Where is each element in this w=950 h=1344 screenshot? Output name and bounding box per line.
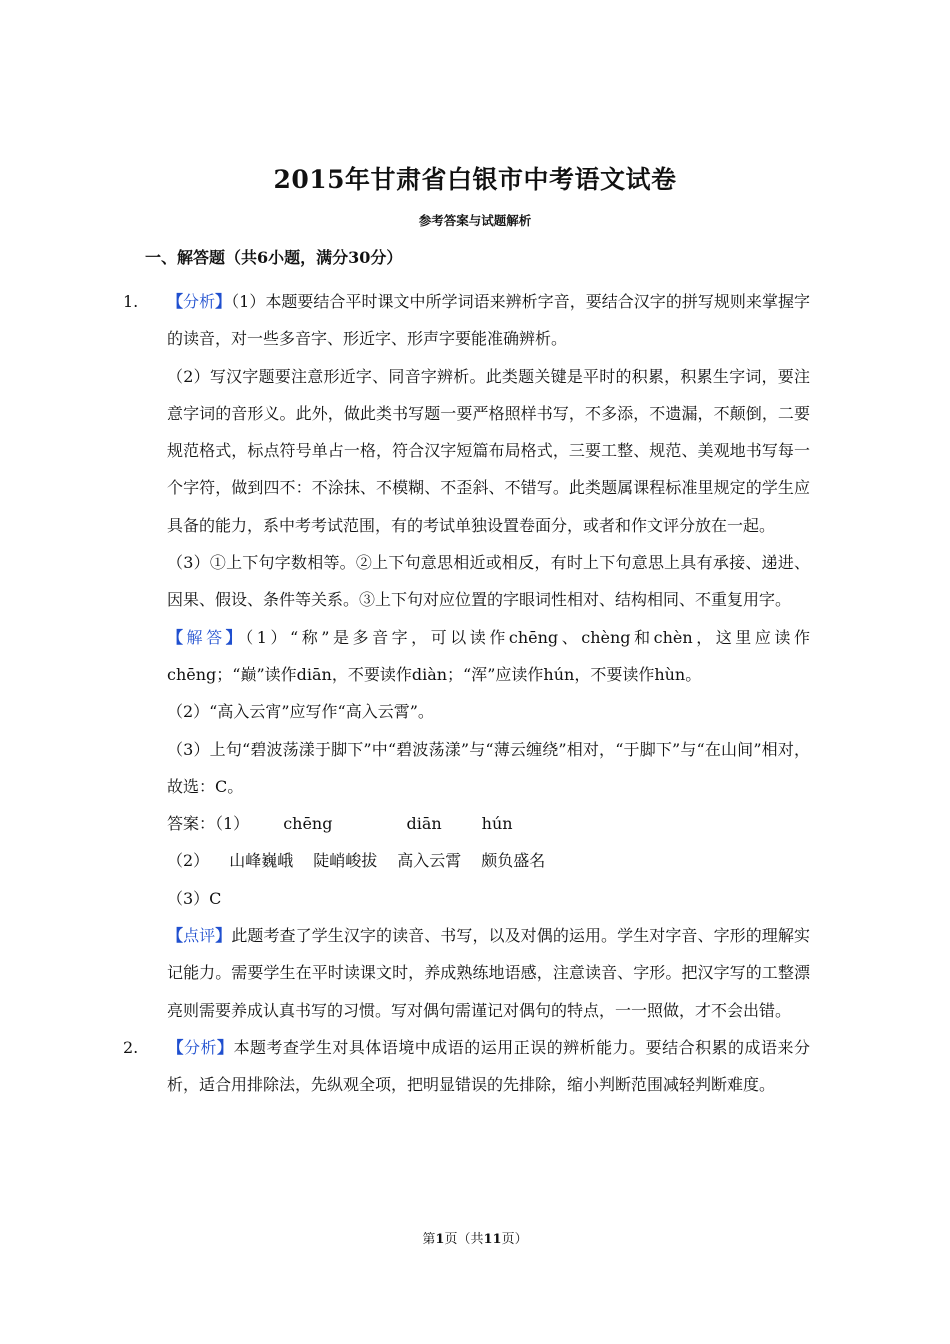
q1-tag-solution: 解答 (186, 627, 226, 647)
q1-comment-text: 此题考查了学生汉字的读音、书写，以及对偶的运用。学生对字音、字形的理解实记能力。需要学生在平时读课文时，养成熟练地语感，注意读音、字形。把汉字写的工整漂亮则需要养成认真书写的习惯。写对偶句需谨记对偶句的特点，一一照做，才不会出错。 (167, 926, 810, 1020)
q1-answer-label: 答案：（1） chēng (167, 814, 333, 834)
q1-answer-line-3: （3）C (167, 888, 222, 908)
q1-solution-text-1: （1）“称”是多音字，可以读作chēng、chèng和chèn，这里应读作chēng；“巅”读作diān，不要读作diàn；“浑”应读作hún，不要读作hùn。 (167, 627, 810, 684)
q1-answer-line-2: （2） 山峰巍峨 陡峭峻拔 高入云霄 颇负盛名 (167, 851, 546, 871)
q1-solution-p1: 【解答】（1）“称”是多音字，可以读作chēng、chèng和chèn，这里应读作chēng；“巅”读作diān，不要读作diàn；“浑”应读作hún，不要读作hùn。 (167, 627, 810, 684)
page-footer: 第1页（共11页） (422, 1232, 528, 1247)
q1-analysis-p3: （3）①上下句字数相等。②上下句意思相近或相反，有时上下句意思上具有承接、递进、因果、假设、条件等关系。③上下句对应位置的字眼词性相对、结构相同、不重复用字。 (167, 553, 810, 610)
page-title: 2015年甘肃省白银市中考语文试卷 (273, 165, 677, 194)
q1-answer-word-3: 高入云霄 (397, 851, 462, 871)
q1-analysis-p1: 1. 【分析】（1）本题要结合平时课文中所学词语来辨析字音，要结合汉字的拼写规则来掌握字的读音，对一些多音字、形近字、形声字要能准确辨析。 (145, 283, 810, 358)
q2-analysis-text: 本题考查学生对具体语境中成语的运用正误的辨析能力。要结合积累的成语来分析，适合用排除法，先纵观全项，把明显错误的先排除，缩小判断范围减轻判断难度。 (167, 1037, 810, 1095)
q2-tag-analysis: 分析 (183, 1037, 217, 1057)
q2-number: 2. (123, 1037, 139, 1057)
q1-answer-word-1: 山峰巍峨 (229, 851, 294, 871)
q1-answer-word-2: 陡峭峻拔 (313, 851, 378, 871)
footer-total-pages: 11 (483, 1232, 502, 1247)
answer-body (123, 283, 810, 1104)
q1-answer-pinyin-2: diān (406, 814, 442, 834)
footer-page-number: 1 (435, 1232, 445, 1247)
q1-comment: 【点评】此题考查了学生汉字的读音、书写，以及对偶的运用。学生对字音、字形的理解实记能力。需要学生在平时读课文时，养成熟练地语感，注意读音、字形。把汉字写的工整漂亮则需要养成认真书写的习惯。写对偶句需谨记对偶句的特点，一一照做，才不会出错。 (167, 926, 810, 1020)
section-heading: 一、解答题（共6小题，满分30分） (145, 248, 403, 267)
q2-analysis: 2. 【分析】本题考查学生对具体语境中成语的运用正误的辨析能力。要结合积累的成语来分析，适合用排除法，先纵观全项，把明显错误的先排除，缩小判断范围减轻判断难度。 (145, 1029, 810, 1104)
q1-analysis-text-1: （1）本题要结合平时课文中所学词语来辨析字音，要结合汉字的拼写规则来掌握字的读音，对一些多音字、形近字、形声字要能准确辨析。 (167, 292, 810, 349)
page-subtitle: 参考答案与试题解析 (418, 213, 532, 228)
q1-solution-p3: （3）上句“碧波荡漾于脚下”中“碧波荡漾”与“薄云缠绕”相对，“于脚下”与“在山间”相对，故选：C。 (167, 739, 810, 796)
q1-number: 1. (123, 292, 139, 311)
q1-tag-comment: 点评 (183, 926, 216, 946)
q1-answer-pinyin-3: hún (481, 814, 513, 834)
q1-answer-word-4: 颇负盛名 (481, 851, 546, 871)
q1-analysis-p2: （2）写汉字题要注意形近字、同音字辨析。此类题关键是平时的积累，积累生字词，要注意字词的音形义。此外，做此类书写题一要严格照样书写，不多添，不遗漏，不颠倒，二要规范格式，标点符号单占一格，符合汉字短篇布局格式，三要工整、规范、美观地书写每一个字符，做到四不：不涂抹、不模糊、不歪斜、不错写。此类题属课程标准里规定的学生应具备的能力，系中考考试范围，有的考试单独设置卷面分，或者和作文评分放在一起。 (167, 366, 810, 535)
q1-answer-line-1 (145, 805, 810, 842)
q1-tag-analysis: 分析 (183, 292, 216, 311)
q1-solution-p2: （2）“高入云宵”应写作“高入云霄”。 (167, 702, 434, 722)
